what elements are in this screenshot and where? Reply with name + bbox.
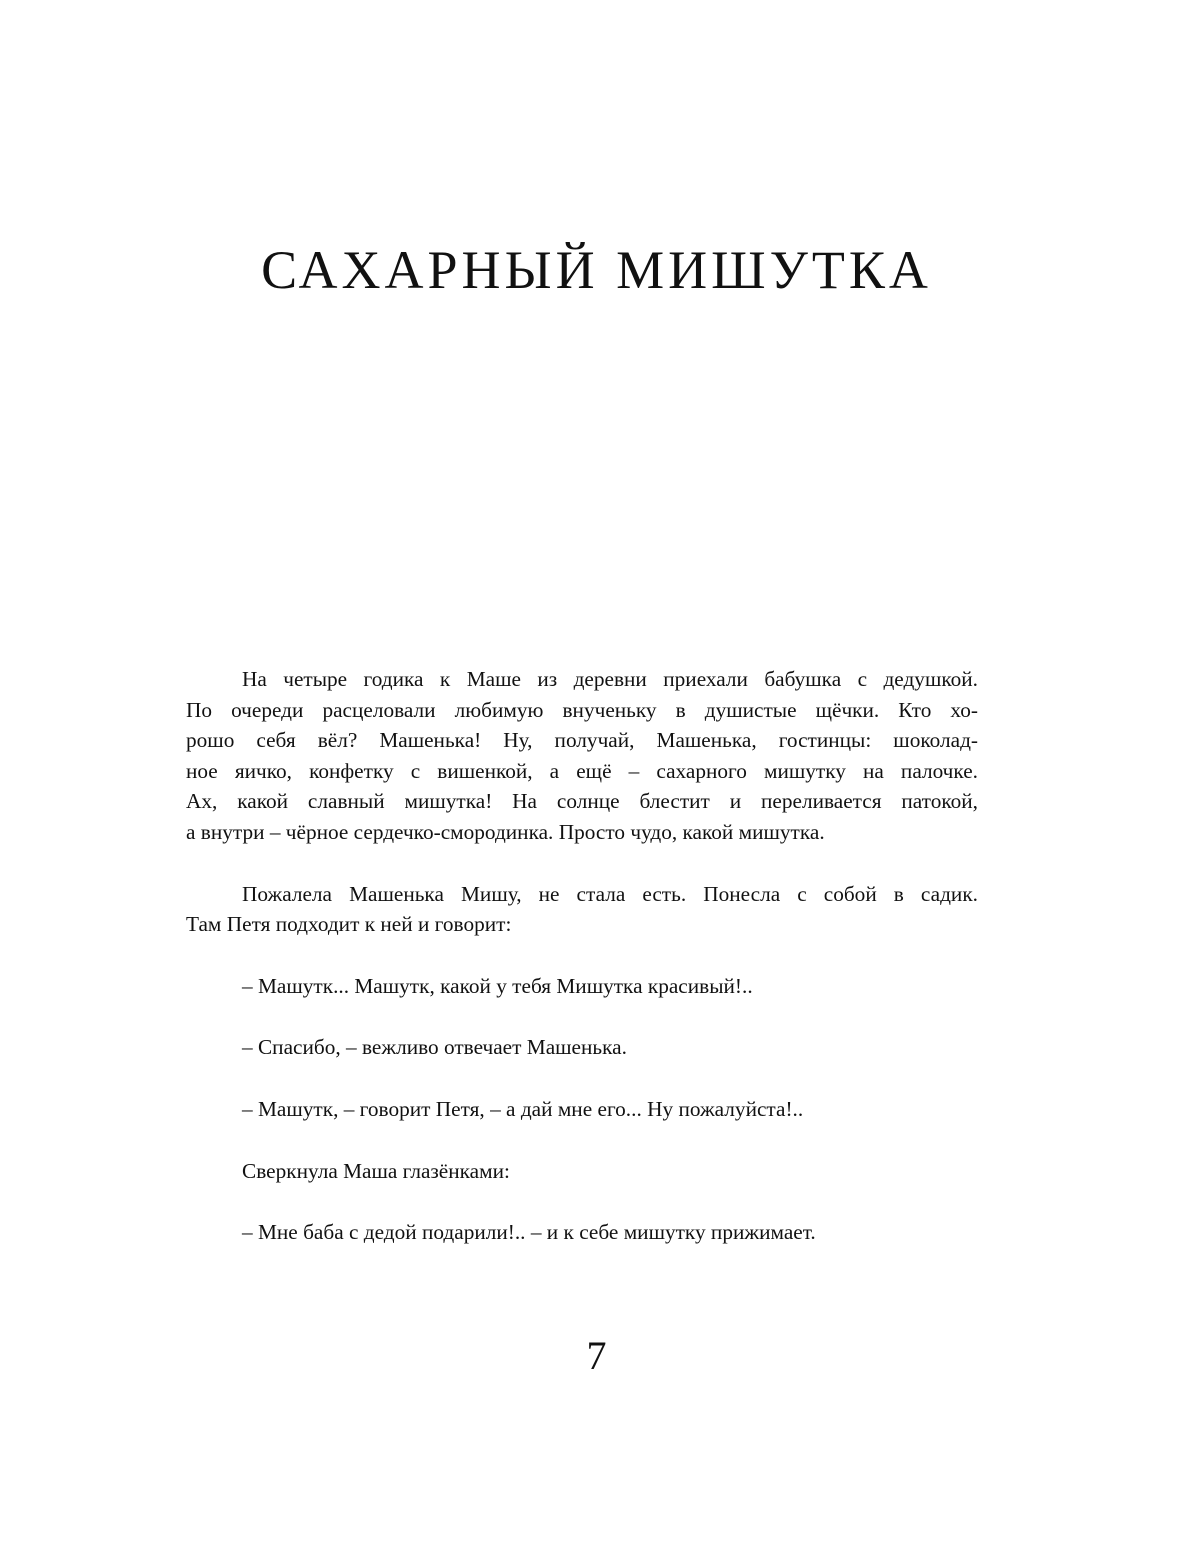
text-line: На четыре годика к Маше из деревни приехали бабушка с дедушкой. — [242, 667, 978, 691]
story-text — [186, 664, 978, 1248]
paragraph-1 — [186, 664, 978, 848]
text-line: Пожалела Машенька Мишу, не стала есть. Понесла с собой в садик. — [242, 881, 978, 906]
text-line: а внутри – чёрное сердечко-смородинка. Просто чудо, какой мишутка. — [186, 819, 825, 844]
text-line: Там Петя подходит к ней и говорит: — [186, 912, 512, 937]
text-line: Ах, какой славный мишутка! На солнце блестит и переливается патокой, — [186, 789, 978, 814]
dialogue-line: – Спасибо, – вежливо отвечает Машенька. — [242, 1035, 627, 1060]
page-number: 7 — [586, 1333, 607, 1378]
paragraph-6 — [214, 1156, 978, 1187]
paragraph-4 — [214, 1032, 978, 1063]
paragraph-7 — [214, 1217, 978, 1248]
text-line: рошо себя вёл? Машенька! Ну, получай, Машенька, гостинцы: шоколад- — [186, 728, 978, 753]
text-line: Сверкнула Маша глазёнками: — [242, 1158, 510, 1183]
paragraph-2 — [186, 879, 978, 940]
dialogue-line: – Мне баба с дедой подарили!.. – и к себе мишутку прижимает. — [242, 1220, 816, 1245]
text-line: По очереди расцеловали любимую внученьку в душистые щёчки. Кто хо- — [186, 697, 978, 722]
paragraph-5 — [214, 1094, 978, 1125]
paragraph-3 — [214, 971, 978, 1002]
dialogue-line: – Машутк, – говорит Петя, – а дай мне его... Ну пожалуйста!.. — [242, 1096, 804, 1121]
text-line: ное яичко, конфетку с вишенкой, а ещё – сахарного мишутку на палочке. — [186, 758, 978, 783]
dialogue-line: – Машутк... Машутк, какой у тебя Мишутка красивый!.. — [242, 973, 753, 998]
chapter-title: САХАРНЫЙ МИШУТКА — [261, 240, 932, 300]
